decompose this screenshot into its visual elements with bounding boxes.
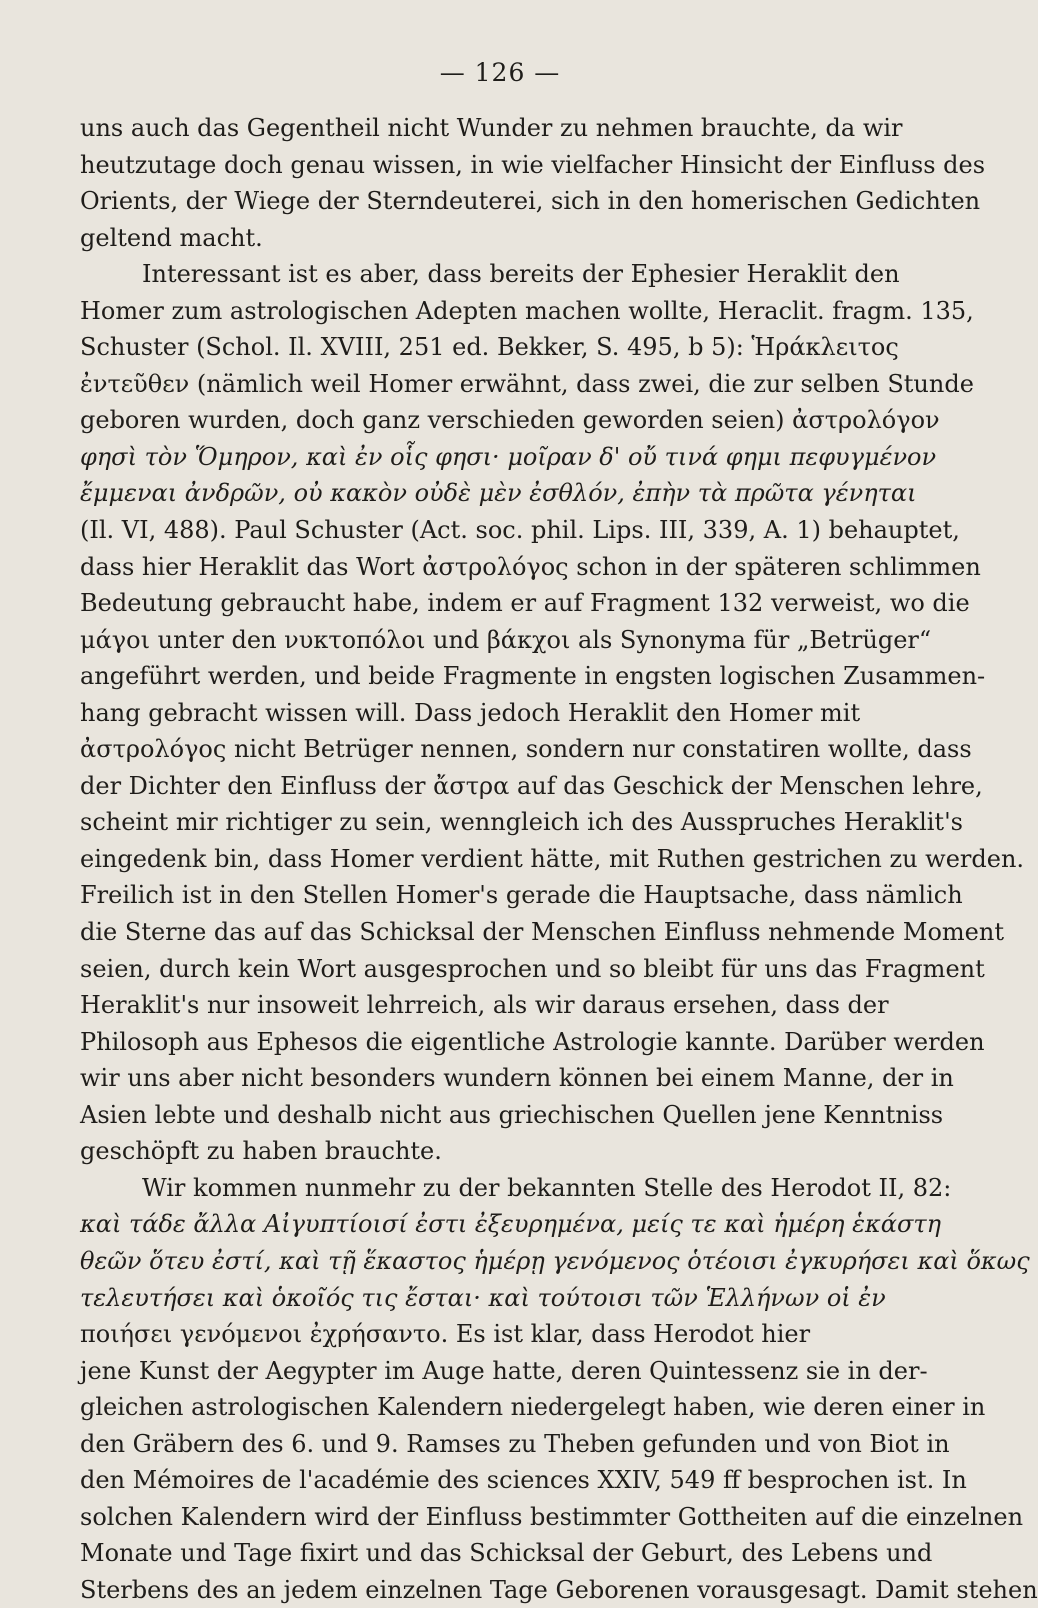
greek-quote-line: θεῶν ὅτευ ἐστί, καὶ τῇ ἕκαστος ἡμέρῃ γενόμενος ὁτέοισι ἐγκυρήσει καὶ ὅκως — [80, 1246, 1030, 1275]
text-line: Monate und Tage fixirt und das Schicksal der Geburt, des Lebens und — [80, 1539, 933, 1568]
text-line: jene Kunst der Aegypter im Auge hatte, deren Quintessenz sie in der- — [80, 1356, 928, 1385]
text-line: ἐντεῦθεν (nämlich weil Homer erwähnt, dass zwei, die zur selben Stunde — [80, 369, 974, 398]
paragraph-start-line: Interessant ist es aber, dass bereits der Ephesier Heraklit den — [142, 260, 900, 289]
text-line: gleichen astrologischen Kalendern niedergelegt haben, wie deren einer in — [80, 1393, 986, 1422]
greek-quote-line: φησὶ τὸν Ὅμηρον, καὶ ἐν οἷς φησι· μοῖραν δ' οὔ τινά φημι πεφυγμένον — [80, 442, 937, 471]
text-line: hang gebracht wissen will. Dass jedoch Heraklit den Homer mit — [80, 698, 861, 727]
text-line: ἀστρολόγος nicht Betrüger nennen, sondern nur constatiren wollte, dass — [80, 735, 972, 764]
page-number: — 126 — — [439, 58, 561, 87]
text-line: Orients, der Wiege der Sterndeuterei, sich in den homerischen Gedichten — [80, 187, 981, 216]
text-line: der Dichter den Einfluss der ἄστρα auf das Geschick der Menschen lehre, — [80, 771, 983, 800]
greek-quote-line: τελευτήσει καὶ ὁκοῖός τις ἔσται· καὶ τούτοισι τῶν Ἑλλήνων οἱ ἐν — [80, 1283, 886, 1312]
text-line: wir uns aber nicht besonders wundern können bei einem Manne, der in — [80, 1064, 954, 1093]
text-line: angeführt werden, und beide Fragmente in engsten logischen Zusammen- — [80, 662, 986, 691]
text-line: die Sterne das auf das Schicksal der Menschen Einfluss nehmende Moment — [80, 918, 1004, 947]
text-line: scheint mir richtiger zu sein, wenngleich ich des Ausspruches Heraklit's — [80, 808, 963, 837]
text-line: μάγοι unter den νυκτοπόλοι und βάκχοι als Synonyma für „Betrüger“ — [80, 625, 932, 654]
text-line: dass hier Heraklit das Wort ἀστρολόγος schon in der späteren schlimmen — [80, 552, 981, 581]
text-line: uns auch das Gegentheil nicht Wunder zu nehmen brauchte, da wir — [80, 114, 903, 142]
text-line: Schuster (Schol. Il. XVIII, 251 ed. Bekker, S. 495, b 5): Ἡράκλειτος — [80, 333, 899, 362]
greek-quote-line: καὶ τάδε ἄλλα Αἰγυπτίοισί ἐστι ἐξευρημένα, μείς τε καὶ ἡμέρη ἑκάστη — [80, 1210, 942, 1239]
text-line: Philosoph aus Ephesos die eigentliche Astrologie kannte. Darüber werden — [80, 1027, 985, 1056]
paragraph-start-line: Wir kommen nunmehr zu der bekannten Stelle des Herodot II, 82: — [142, 1173, 952, 1202]
text-line: eingedenk bin, dass Homer verdient hätte, mit Ruthen gestrichen zu werden. — [80, 844, 1025, 873]
text-line: den Gräbern des 6. und 9. Ramses zu Theben gefunden und von Biot in — [80, 1429, 950, 1458]
text-line: Heraklit's nur insoweit lehrreich, als wir daraus ersehen, dass der — [80, 991, 889, 1020]
text-line: Freilich ist in den Stellen Homer's gerade die Hauptsache, dass nämlich — [80, 881, 963, 910]
text-line: geltend macht. — [80, 223, 263, 252]
text-line: heutzutage doch genau wissen, in wie vielfacher Hinsicht der Einfluss des — [80, 150, 986, 179]
text-line: solchen Kalendern wird der Einfluss bestimmter Gottheiten auf die einzelnen — [80, 1502, 1024, 1531]
text-line: Homer zum astrologischen Adepten machen wollte, Heraclit. fragm. 135, — [80, 296, 974, 325]
text-line: geschöpft zu haben brauchte. — [80, 1137, 442, 1166]
text-line: seien, durch kein Wort ausgesprochen und so bleibt für uns das Fragment — [80, 954, 985, 983]
text-line: Asien lebte und deshalb nicht aus griechischen Quellen jene Kenntniss — [80, 1100, 944, 1129]
body-text — [80, 110, 1038, 1608]
text-line: den Mémoires de l'académie des sciences XXIV, 549 ff besprochen ist. In — [80, 1466, 967, 1495]
text-line: Bedeutung gebraucht habe, indem er auf Fragment 132 verweist, wo die — [80, 589, 970, 618]
text-line: (Il. VI, 488). Paul Schuster (Act. soc. phil. Lips. III, 339, A. 1) behauptet, — [80, 516, 960, 545]
text-line: Sterbens des an jedem einzelnen Tage Geborenen vorausgesagt. Damit stehen — [80, 1575, 1038, 1604]
text-line: geboren wurden, doch ganz verschieden geworden seien) ἀστρολόγον — [80, 406, 940, 435]
text-line: ποιήσει γενόμενοι ἐχρήσαντο. Es ist klar, dass Herodot hier — [80, 1320, 811, 1349]
greek-quote-line: ἔμμεναι ἀνδρῶν, οὐ κακὸν οὐδὲ μὲν ἐσθλόν, ἐπὴν τὰ πρῶτα γένηται — [80, 479, 917, 508]
